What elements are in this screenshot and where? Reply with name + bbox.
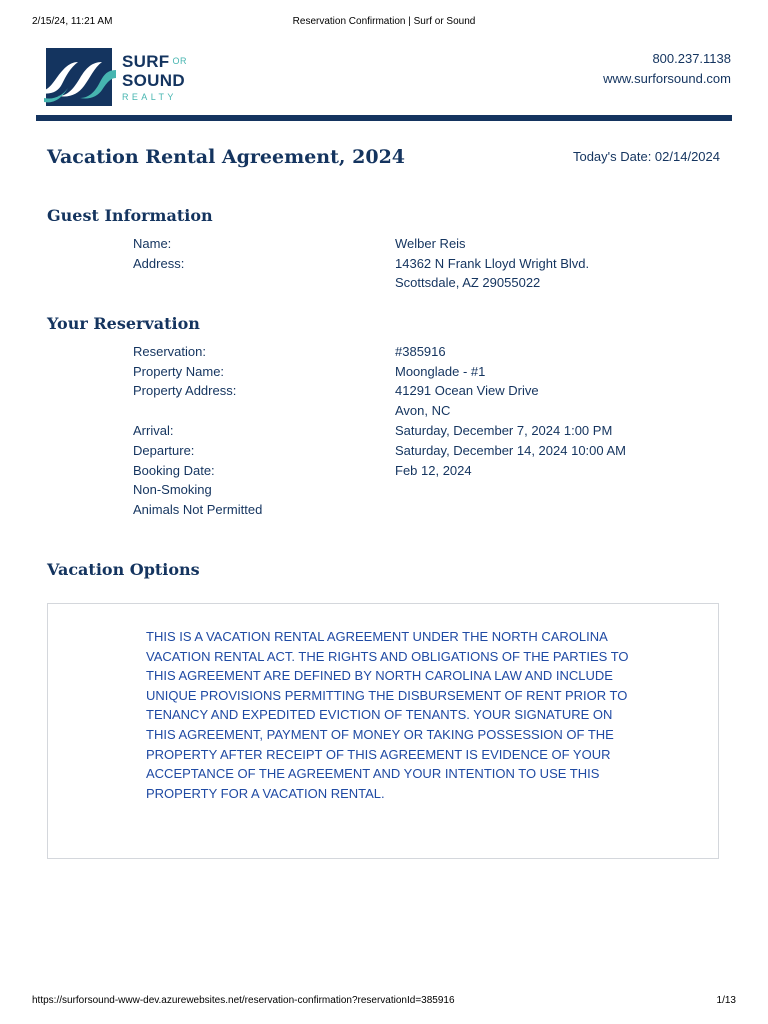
row-label: Departure:	[133, 442, 195, 458]
guest-row-address	[133, 254, 693, 274]
guest-info-heading: Guest Information	[47, 206, 213, 225]
row-value: Saturday, December 7, 2024 1:00 PM	[395, 423, 613, 439]
print-footer	[0, 995, 768, 1009]
reservation-row-departure	[133, 441, 693, 461]
row-value: Avon, NC	[395, 402, 451, 418]
rental-act-notice: THIS IS A VACATION RENTAL AGREEMENT UNDER THE NORTH CAROLINA VACATION RENTAL ACT. THE RIGHTS AND OBLIGATIONS OF THE PARTIES TO THIS AGREEMENT ARE DEFINED BY NORTH CAROLINA LAW AND INCLUDE UNIQUE PROVISIONS PERMITTING THE DISBURSEMENT OF RENT PRIOR TO TENANCY AND EXPEDITED EVICTION OF TENANTS. YOUR SIGNATURE ON THIS AGREEMENT, PAYMENT OF MONEY OR TAKING POSSESSION OF THE PROPERTY AFTER RECEIPT OF THIS AGREEMENT IS EVIDENCE OF YOUR ACCEPTANCE OF THE AGREEMENT AND YOUR INTENTION TO USE THIS PROPERTY FOR A VACATION RENTAL.	[146, 629, 629, 801]
reservation-row-arrival	[133, 421, 693, 441]
row-value: Saturday, December 14, 2024 10:00 AM	[395, 442, 627, 458]
row-label: Reservation:	[133, 344, 206, 359]
row-value: 14362 N Frank Lloyd Wright Blvd.	[395, 255, 590, 271]
row-value: #385916	[395, 344, 446, 359]
print-url: https://surforsound-www-dev.azurewebsites.net/reservation-confirmation?reservationId=385916	[32, 995, 455, 1006]
row-value: Welber Reis	[395, 236, 466, 251]
reservation-row-property-address	[133, 381, 693, 401]
company-logo[interactable]	[36, 48, 216, 108]
row-label	[133, 401, 395, 421]
print-page-title: Reservation Confirmation | Surf or Sound	[292, 16, 476, 27]
website-link[interactable]: www.surforsound.com	[603, 71, 731, 86]
logo-word-realty: REALTY	[122, 92, 177, 102]
logo-word-sound: SOUND	[122, 71, 185, 90]
row-label	[133, 273, 395, 293]
reservation-heading: Your Reservation	[47, 314, 200, 333]
row-label: Arrival:	[133, 423, 174, 439]
reservation-row-number	[133, 342, 693, 362]
contact-info	[603, 49, 731, 89]
page-title: Vacation Rental Agreement, 2024	[47, 146, 406, 168]
print-header	[0, 16, 768, 30]
guest-info-table	[133, 234, 693, 293]
reservation-row-booking-date	[133, 461, 693, 481]
row-label: Property Address:	[133, 383, 237, 399]
todays-date: Today's Date: 02/14/2024	[572, 149, 720, 164]
row-label: Booking Date:	[133, 462, 215, 478]
reservation-row-non-smoking	[133, 480, 693, 500]
reservation-row-animals	[133, 500, 693, 520]
row-label: Address:	[133, 255, 185, 271]
header-divider	[36, 115, 732, 121]
row-label: Animals Not Permitted	[133, 501, 263, 517]
row-label: Property Name:	[133, 363, 225, 379]
wave-logo-icon	[36, 48, 118, 106]
row-value	[395, 500, 627, 520]
reservation-row-property-name	[133, 362, 693, 382]
vacation-options-box	[47, 603, 719, 859]
row-label: Name:	[133, 236, 172, 251]
print-page-number: 1/13	[716, 995, 736, 1006]
row-label: Non-Smoking	[133, 482, 212, 498]
vacation-options-heading: Vacation Options	[47, 560, 200, 579]
row-value: Scottsdale, AZ 29055022	[395, 275, 541, 291]
row-value	[395, 480, 627, 500]
row-value: 41291 Ocean View Drive	[395, 383, 539, 399]
row-value: Moonglade - #1	[395, 363, 486, 379]
guest-row-address-line2	[133, 273, 693, 293]
reservation-table	[133, 342, 693, 519]
print-datetime: 2/15/24, 11:21 AM	[32, 16, 113, 27]
row-value: Feb 12, 2024	[395, 462, 472, 478]
logo-word-or: OR	[172, 56, 187, 66]
logo-wordmark	[122, 53, 187, 102]
reservation-row-property-city	[133, 401, 693, 421]
guest-row-name	[133, 234, 693, 254]
phone-link[interactable]: 800.237.1138	[652, 51, 731, 66]
logo-word-surf: SURF	[122, 52, 170, 71]
